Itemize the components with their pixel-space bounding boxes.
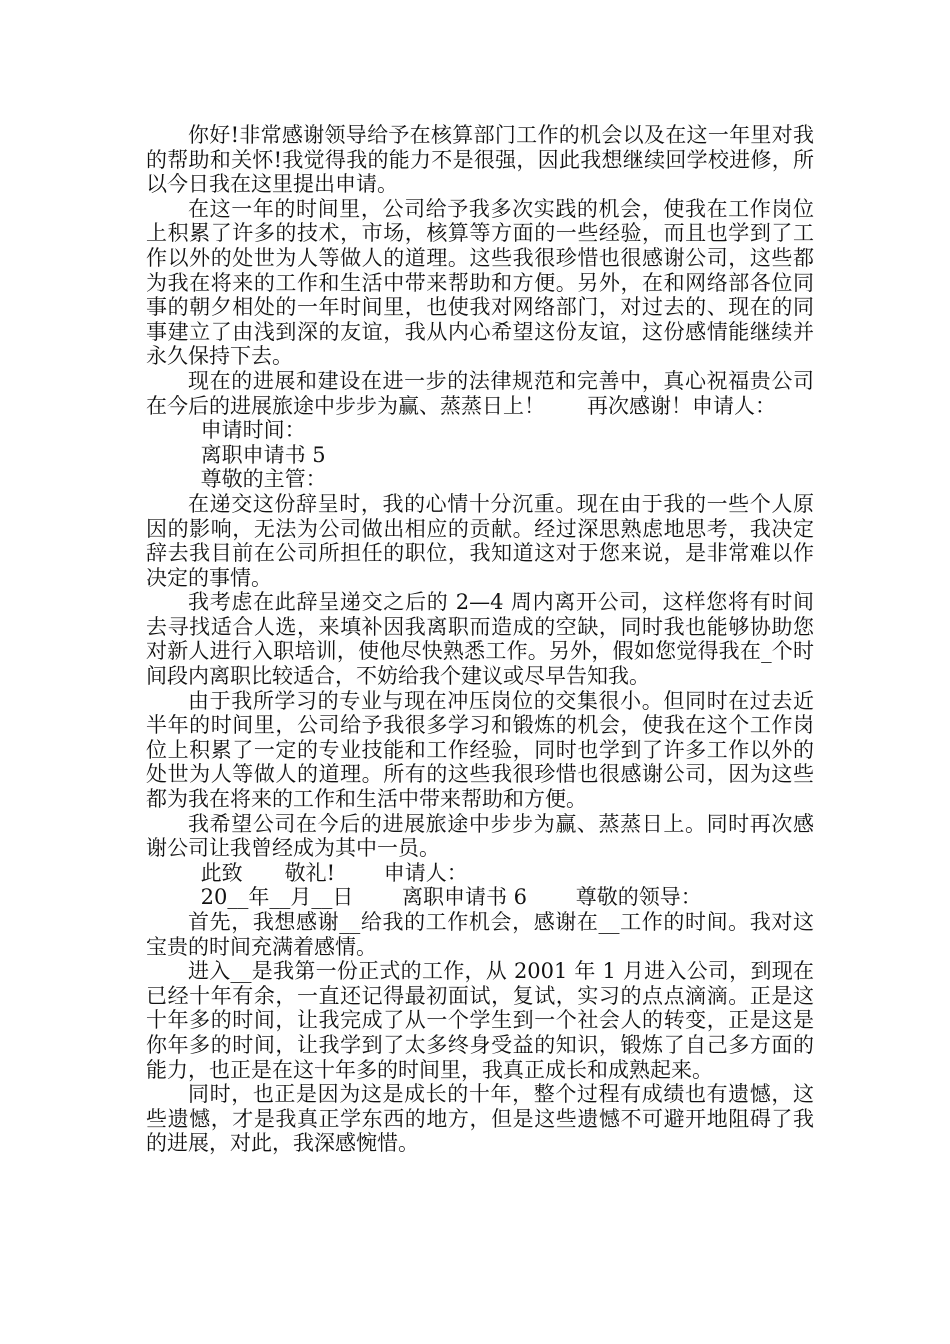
paragraph-resignation-reason: 在递交这份辞呈时，我的心情十分沉重。现在由于我的一些个人原因的影响，无法为公司做出相应的贡献。经过深思熟虑地思考，我决定辞去我目前在公司所担任的职位，我知道这对于您来说，是非常难以作决定的事情。	[146, 491, 814, 590]
section-title-5: 离职申请书 5	[200, 442, 326, 467]
paragraph-closing-thanks: 现在的进展和建设在进一步的法律规范和完善中，真心祝福贵公司在今后的进展旅途中步步为赢、蒸蒸日上！ 再次感谢！申请人：	[146, 368, 814, 418]
sign-off-line: 此致 敬礼! 申请人：	[200, 860, 468, 885]
paragraph-best-wishes: 我希望公司在今后的进展旅途中步步为赢、蒸蒸日上。同时再次感谢公司让我曾经成为其中一员。	[146, 811, 814, 861]
paragraph-first-thanks: 首先，我想感谢__给我的工作机会，感谢在__工作的时间。我对这宝贵的时间充满着感情。	[146, 910, 814, 959]
application-time-line: 申请时间：	[200, 418, 306, 443]
paragraph-leave-plan: 我考虑在此辞呈递交之后的 2—4 周内离开公司，这样您将有时间去寻找适合人选，来填补因我离职而造成的空缺，同时我也能够协助您对新人进行入职培训，使他尽快熟悉工作。另外，假如您觉得我在_个时间段内离职比较适合，不妨给我个建议或尽早告知我。	[146, 590, 814, 689]
document-body	[146, 123, 814, 1156]
paragraph-greeting: 你好!非常感谢领导给予在核算部门工作的机会以及在这一年里对我的帮助和关怀!我觉得我的能力不是很强，因此我想继续回学校进修，所以今日我在这里提出申请。	[146, 123, 814, 197]
paragraph-ten-years: 进入__是我第一份正式的工作，从 2001 年 1 月进入公司，到现在已经十年有余，一直还记得最初面试，复试，实习的点点滴滴。正是这十年多的时间，让我完成了从一个学生到一个社会人的转变，正是这是你年多的时间，让我学到了太多终身受益的知识，锻炼了自己多方面的能力，也正是在这十年多的时间里，我真正成长和成熟起来。	[146, 959, 814, 1082]
paragraph-career-growth: 由于我所学习的专业与现在冲压岗位的交集很小。但同时在过去近半年的时间里，公司给予我很多学习和锻炼的机会，使我在这个工作岗位上积累了一定的专业技能和工作经验，同时也学到了许多工作以外的处世为人等做人的道理。所有的这些我很珍惜也很感谢公司，因为这些都为我在将来的工作和生活中带来帮助和方便。	[146, 688, 814, 812]
salutation-supervisor: 尊敬的主管：	[200, 467, 327, 492]
paragraph-regrets: 同时，也正是因为这是成长的十年，整个过程有成绩也有遗憾，这些遗憾，才是我真正学东西的地方，但是这些遗憾不可避开地阻碍了我的进展，对此，我深感惋惜。	[146, 1082, 814, 1156]
date-and-section-6-line: 20__年__月__日 离职申请书 6 尊敬的领导：	[200, 885, 702, 910]
paragraph-year-review: 在这一年的时间里，公司给予我多次实践的机会，使我在工作岗位上积累了许多的技术，市场，核算等方面的一些经验，而且也学到了工作以外的处世为人等做人的道理。这些我很珍惜也很感谢公司，这些都为我在将来的工作和生活中带来帮助和方便。另外，在和网络部各位同事的朝夕相处的一年时间里，也使我对网络部门，对过去的、现在的同事建立了由浅到深的友谊，我从内心希望这份友谊，这份感情能继续并永久保持下去。	[146, 196, 814, 369]
